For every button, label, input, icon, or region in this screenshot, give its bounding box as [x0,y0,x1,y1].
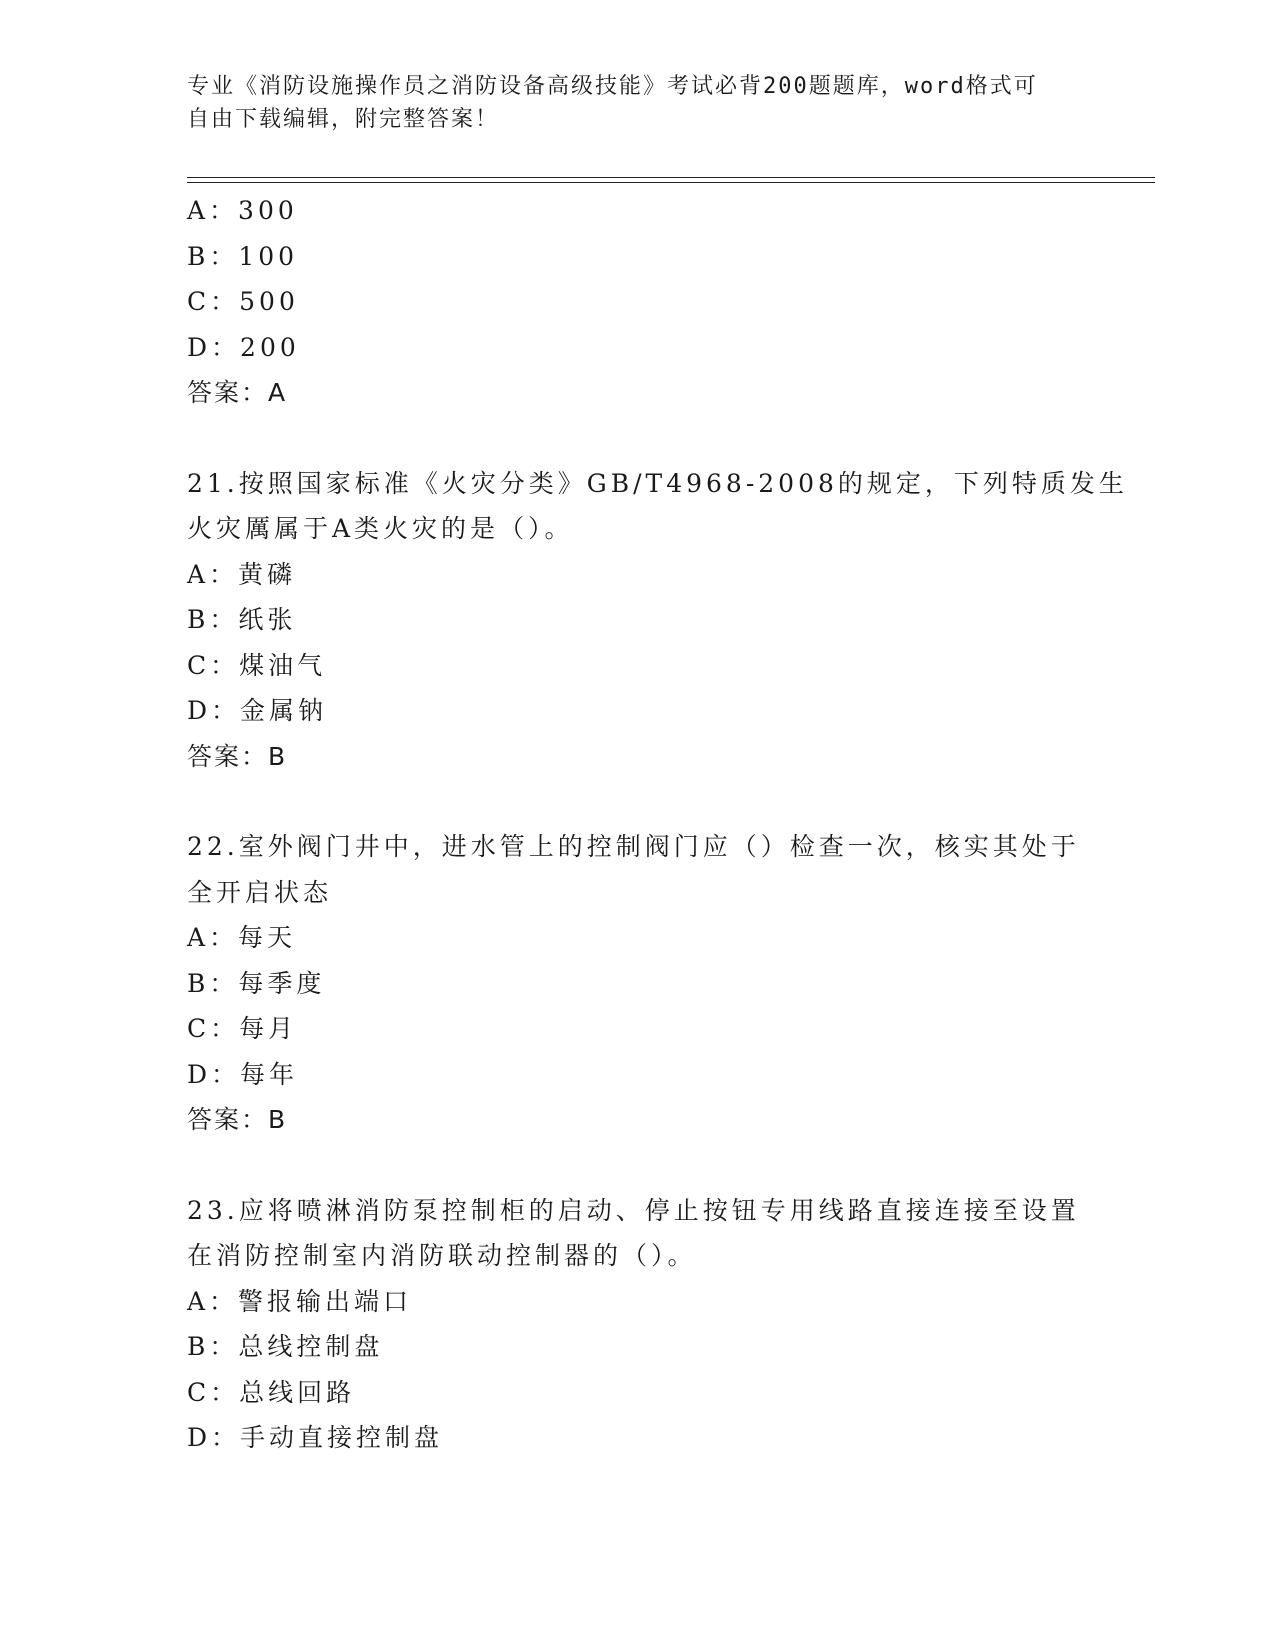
answer-line: 答案：B [187,1105,288,1134]
answer-line: 答案：B [187,741,288,771]
option-a: A：每天 [187,923,297,952]
question-21 [187,461,1128,780]
option-d: D：手动直接控制盘 [187,1423,444,1452]
header-line-2: 自由下载编辑，附完整答案！ [187,107,500,132]
question-text-line-2: 火灾厲属于A类火灾的是（）。 [187,514,574,543]
header-line-1: 专业《消防设施操作员之消防设备高级技能》考试必背200题题库，word格式可 [187,74,1038,99]
option-d: D：金属钠 [187,696,328,725]
option-b: B：总线控制盘 [187,1332,384,1361]
question-text-line-1: 23.应将喷淋消防泵控制柜的启动、停止按钮专用线路直接连接至设置 [187,1195,1080,1225]
question-list [187,188,1128,1461]
question-text-line-2: 全开启状态 [187,877,333,907]
question-20 [187,188,1087,416]
option-d: D：每年 [187,1059,299,1089]
header-divider-bottom [187,182,1155,183]
option-c: C：每月 [187,1014,298,1043]
option-b: B：每季度 [187,968,326,998]
option-c: C：总线回路 [187,1377,356,1407]
option-c: C：煤油气 [187,650,327,680]
option-b: B：纸张 [187,605,297,634]
question-text-line-1: 22.室外阀门井中，进水管上的控制阀门应（）检查一次，核实其处于 [187,832,1080,861]
option-c: C：500 [187,287,299,316]
option-a: A：300 [187,196,298,225]
option-a: A：警报输出端口 [187,1286,413,1316]
option-d: D：200 [187,332,300,362]
question-22 [187,824,1087,1143]
option-a: A：黄磷 [187,559,297,589]
question-text-line-1: 21.按照国家标准《火灾分类》GB/T4968-2008的规定，下列特质发生 [187,468,1128,498]
question-23 [187,1188,1087,1461]
document-header [187,70,1087,136]
answer-line: 答案：A [187,378,288,407]
question-text-line-2: 在消防控制室内消防联动控制器的（）。 [187,1241,697,1270]
header-divider-top [187,177,1155,178]
option-b: B：100 [187,241,299,271]
